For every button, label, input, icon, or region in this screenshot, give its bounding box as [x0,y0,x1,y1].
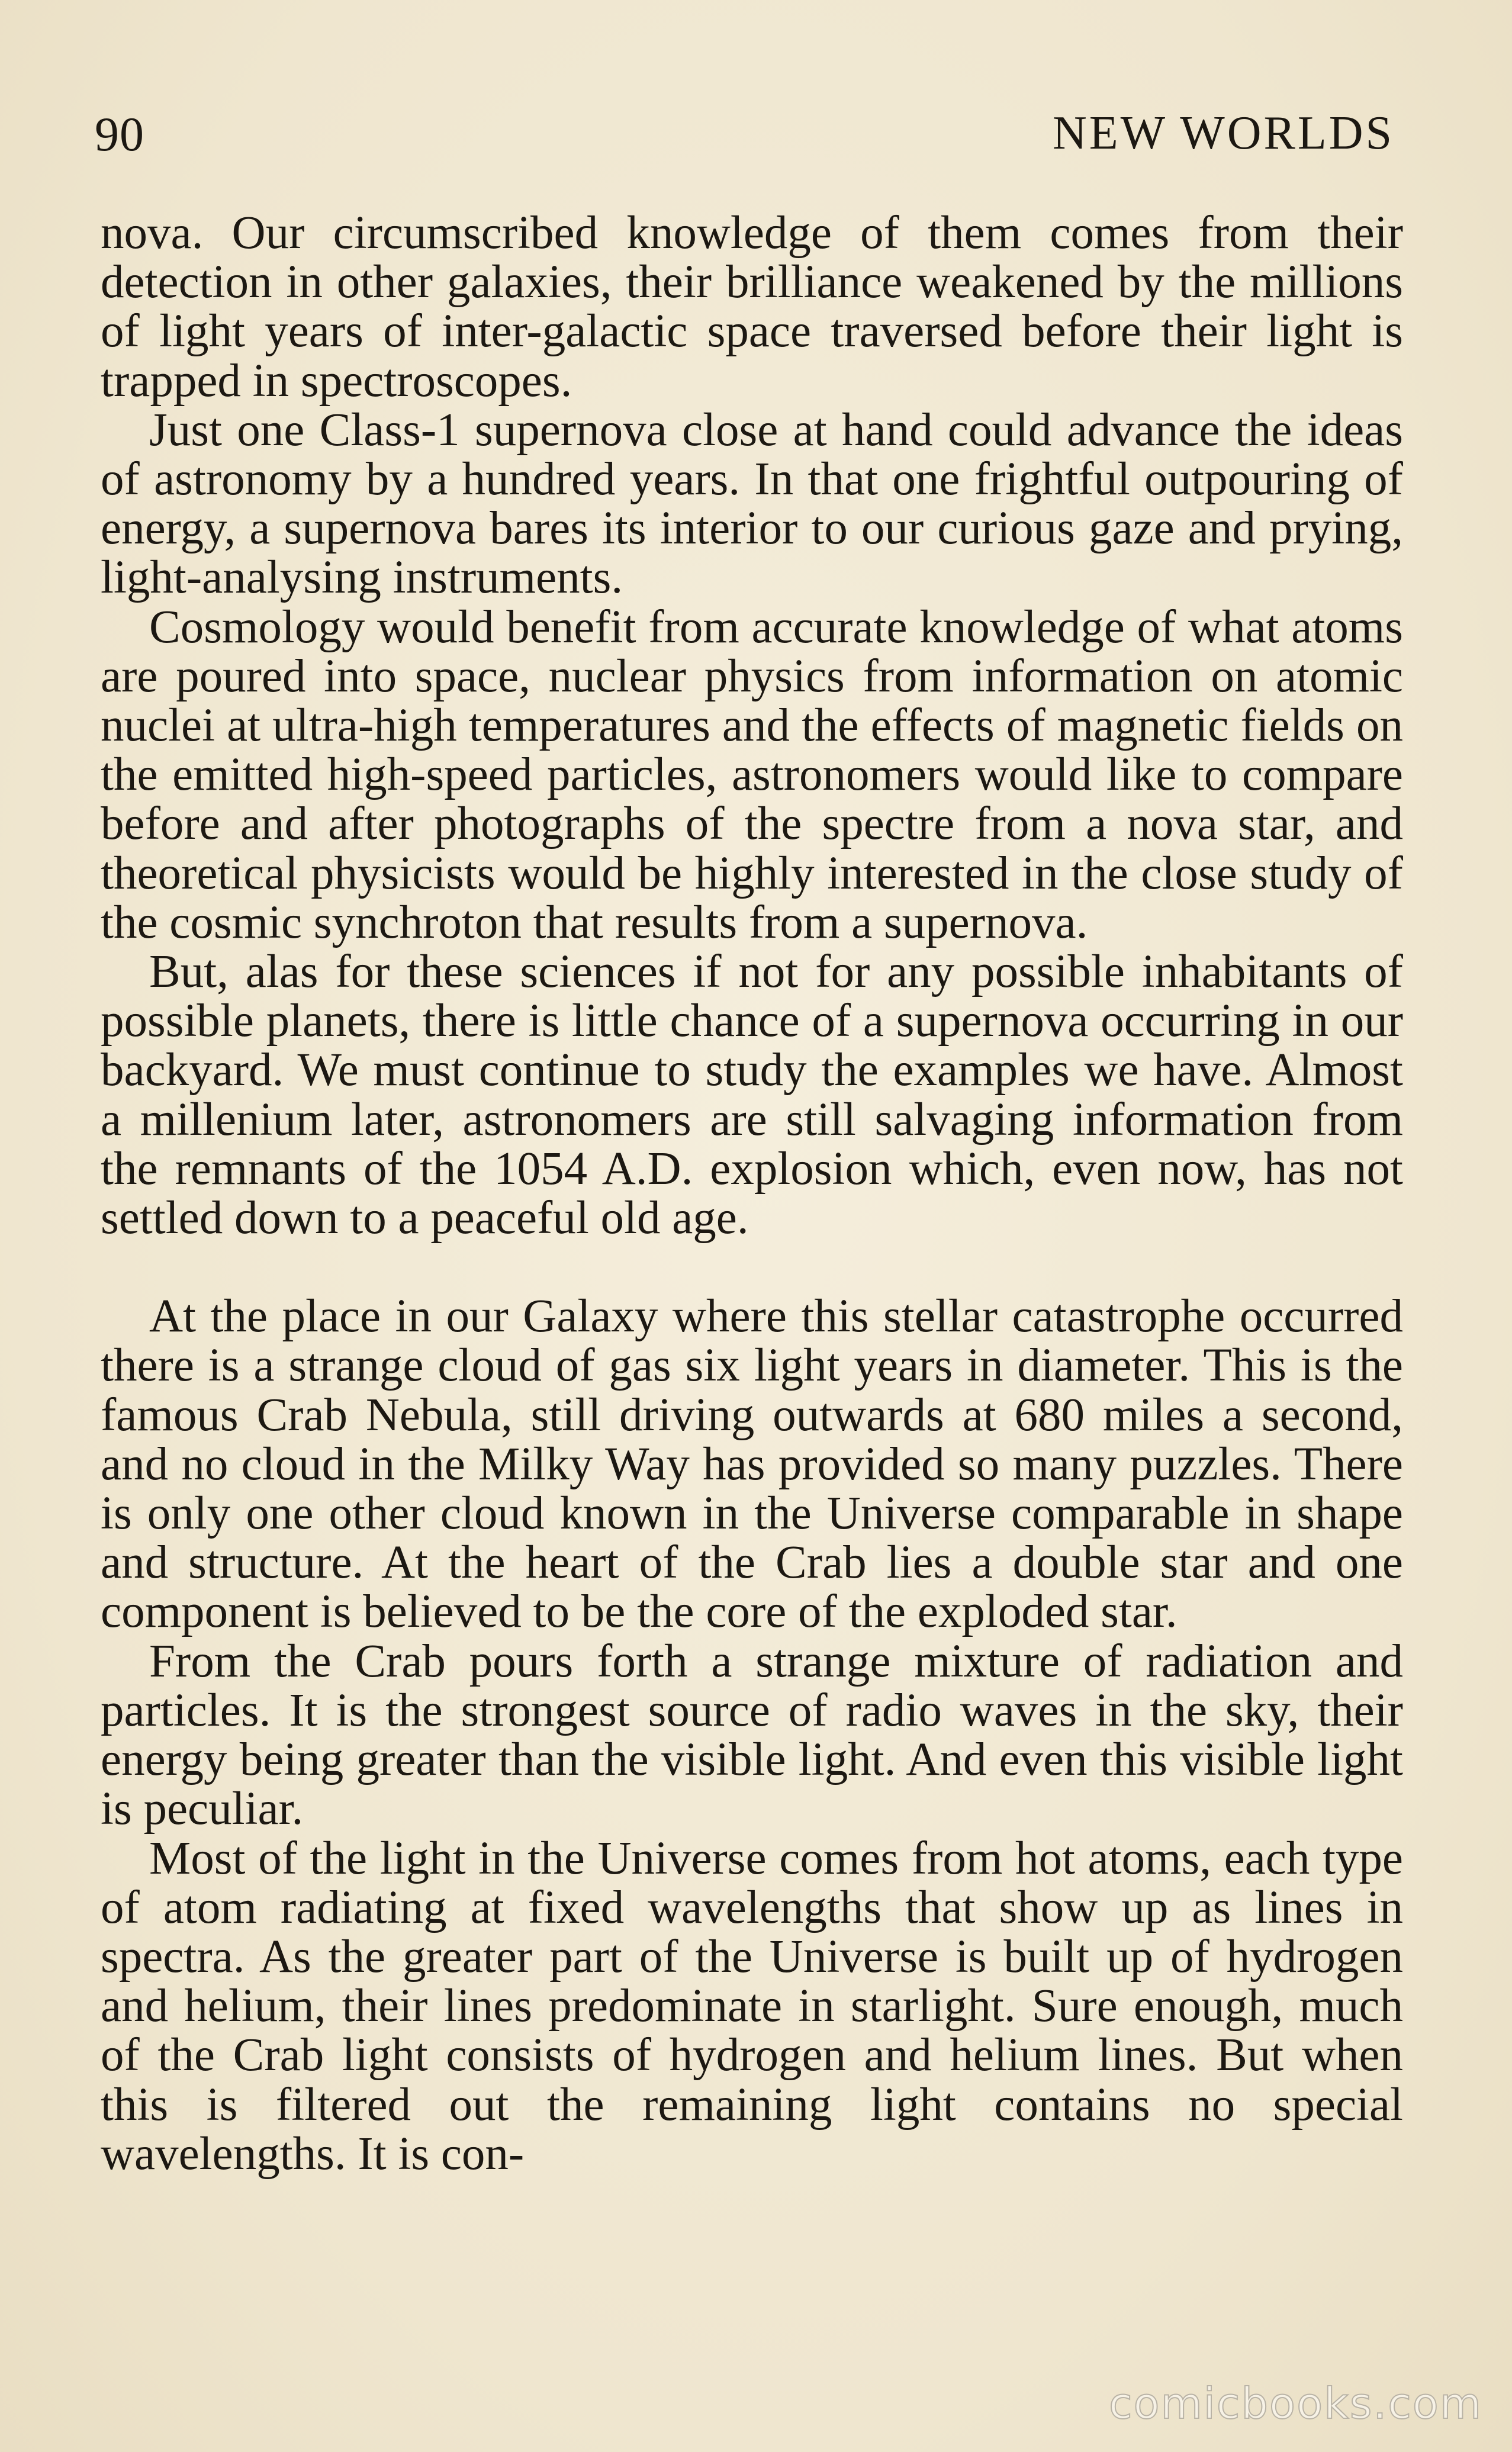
paragraph: Just one Class-1 supernova close at hand could advance the ideas of astronomy by a hundred years. In that one frightful outpouring of energy, a supernova bares its interior to our curious gaze and prying, light-analysing instruments. [101,404,1403,604]
body-text [101,208,1403,2179]
page-number: 90 [95,107,144,161]
paragraph: nova. Our circumscribed knowledge of them comes from their detection in other galaxies, their brilliance weakened by the millions of light years of inter-galactic space traversed before their light is trapped in spectroscopes. [101,207,1403,407]
page-header [95,107,1394,166]
paragraph: At the place in our Galaxy where this stellar catastrophe occurred there is a strange cloud of gas six light years in diameter. This is the famous Crab Nebula, still driving outwards at 680 miles a second, and no cloud in the Milky Way has provided so many puzzles. There is only one other cloud known in the Universe comparable in shape and structure. At the heart of the Crab lies a double star and one component is believed to be the core of the exploded star. [101,1291,1403,1638]
paragraph: But, alas for these sciences if not for any possible inhabitants of possible planets, there is little chance of a supernova occurring in our backyard. We must continue to study the examples we have. Almost a millenium later, astronomers are still salvaging information from the remnants of the 1054 A.D. explosion which, even now, has not settled down to a peaceful old age. [101,946,1403,1244]
paragraph: Cosmology would benefit from accurate knowledge of what atoms are poured into space, nuclear physics from information on atomic nuclei at ultra-high temperatures and the effects of magnetic fields on the emitted high-speed particles, astronomers would like to compare before and after photographs of the spectre from a nova star, and theoretical physicists would be highly interested in the close study of the cosmic synchroton that results from a supernova. [101,601,1403,948]
watermark-logo: comicbooks.com [1108,2379,1482,2428]
paragraph: From the Crab pours forth a strange mixture of radiation and particles. It is the strongest source of radio waves in the sky, their energy being greater than the visible light. And even this visible light is peculiar. [101,1635,1403,1835]
paragraph: Most of the light in the Universe comes from hot atoms, each type of atom radiating at fixed wavelengths that show up as lines in spectra. As the greater part of the Universe is built up of hydrogen and helium, their lines predominate in starlight. Sure enough, much of the Crab light consists of hydrogen and helium lines. But when this is filtered out the remaining light contains no special wavelengths. It is con- [101,1832,1403,2180]
running-head: NEW WORLDS [1052,107,1394,159]
